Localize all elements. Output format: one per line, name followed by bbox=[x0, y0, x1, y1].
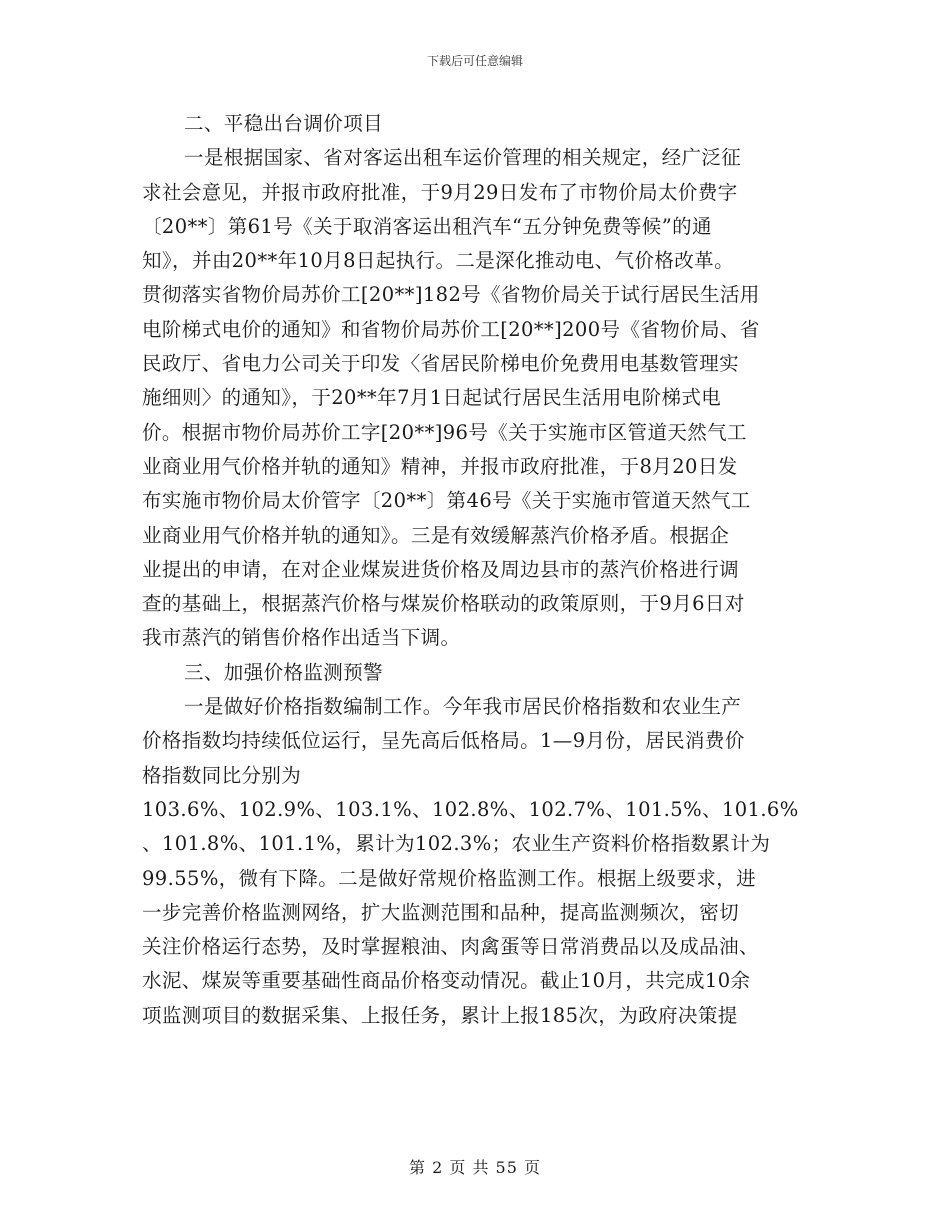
paragraph-line: 求社会意见，并报市政府批准，于9月29日发布了市物价局太价费字 bbox=[142, 180, 738, 204]
paragraph-line: 贯彻落实省物价局苏价工[20**]182号《省物价局关于试行居民生活用 bbox=[142, 283, 760, 307]
paragraph-line: 一步完善价格监测网络，扩大监测范围和品种，提高监测频次，密切 bbox=[142, 900, 740, 924]
paragraph-line: 格指数同比分别为 bbox=[142, 763, 302, 787]
paragraph-line: 民政厅、省电力公司关于印发〈省居民阶梯电价免费用电基数管理实 bbox=[142, 352, 740, 376]
paragraph-line: 一是根据国家、省对客运出租车运价管理的相关规定，经广泛征 bbox=[184, 146, 742, 170]
paragraph-line: 、101.8%、101.1%，累计为102.3%；农业生产资料价格指数累计为 bbox=[142, 832, 771, 856]
paragraph-line: 关注价格运行态势，及时掌握粮油、肉禽蛋等日常消费品以及成品油、 bbox=[142, 935, 759, 959]
paragraph-line: 知》，并由20**年10月8日起执行。二是深化推动电、气价格改革。 bbox=[142, 249, 734, 273]
paragraph-line: 水泥、煤炭等重要基础性商品价格变动情况。截止10月，共完成10余 bbox=[142, 969, 751, 993]
paragraph-line: 我市蒸汽的销售价格作出适当下调。 bbox=[142, 626, 461, 650]
page-header-note: 下载后可任意编辑 bbox=[426, 54, 523, 68]
paragraph-line: 99.55%，微有下降。二是做好常规价格监测工作。根据上级要求，进 bbox=[142, 866, 757, 890]
document-body bbox=[142, 107, 810, 1033]
paragraph-line: 业商业用气价格并轨的通知》精神，并报市政府批准，于8月20日发 bbox=[142, 454, 738, 478]
page-number-footer: 第 2 页 共 55 页 bbox=[409, 1158, 541, 1177]
paragraph-line: 业商业用气价格并轨的通知》。三是有效缓解蒸汽价格矛盾。根据企 bbox=[142, 523, 730, 547]
paragraph-line: 电阶梯式电价的通知》和省物价局苏价工[20**]200号《省物价局、省 bbox=[142, 317, 760, 341]
paragraph-line: 施细则〉的通知》，于20**年7月1日起试行居民生活用电阶梯式电 bbox=[142, 386, 722, 410]
section-heading: 三、加强价格监测预警 bbox=[184, 660, 384, 684]
section-heading: 二、平稳出台调价项目 bbox=[184, 112, 384, 135]
paragraph-line: 价。根据市物价局苏价工字[20**]96号《关于实施市区管道天然气工 bbox=[142, 420, 747, 444]
paragraph-line: 价格指数均持续低位运行，呈先高后低格局。1—9月份，居民消费价 bbox=[142, 729, 745, 753]
paragraph-line: 103.6%、102.9%、103.1%、102.8%、102.7%、101.5%、101.6% bbox=[142, 797, 799, 821]
paragraph-line: 一是做好价格指数编制工作。今年我市居民价格指数和农业生产 bbox=[184, 695, 742, 719]
paragraph-line: 布实施市物价局太价管字〔20**〕第46号《关于实施市管道天然气工 bbox=[142, 489, 751, 513]
paragraph-line: 项监测项目的数据采集、上报任务，累计上报185次，为政府决策提 bbox=[142, 1003, 738, 1027]
paragraph-line: 〔20**〕第61号《关于取消客运出租汽车“五分钟免费等候”的通 bbox=[142, 214, 712, 238]
paragraph-line: 查的基础上，根据蒸汽价格与煤炭价格联动的政策原则，于9月6日对 bbox=[142, 592, 745, 616]
paragraph-line: 业提出的申请，在对企业煤炭进货价格及周边县市的蒸汽价格进行调 bbox=[142, 557, 740, 581]
